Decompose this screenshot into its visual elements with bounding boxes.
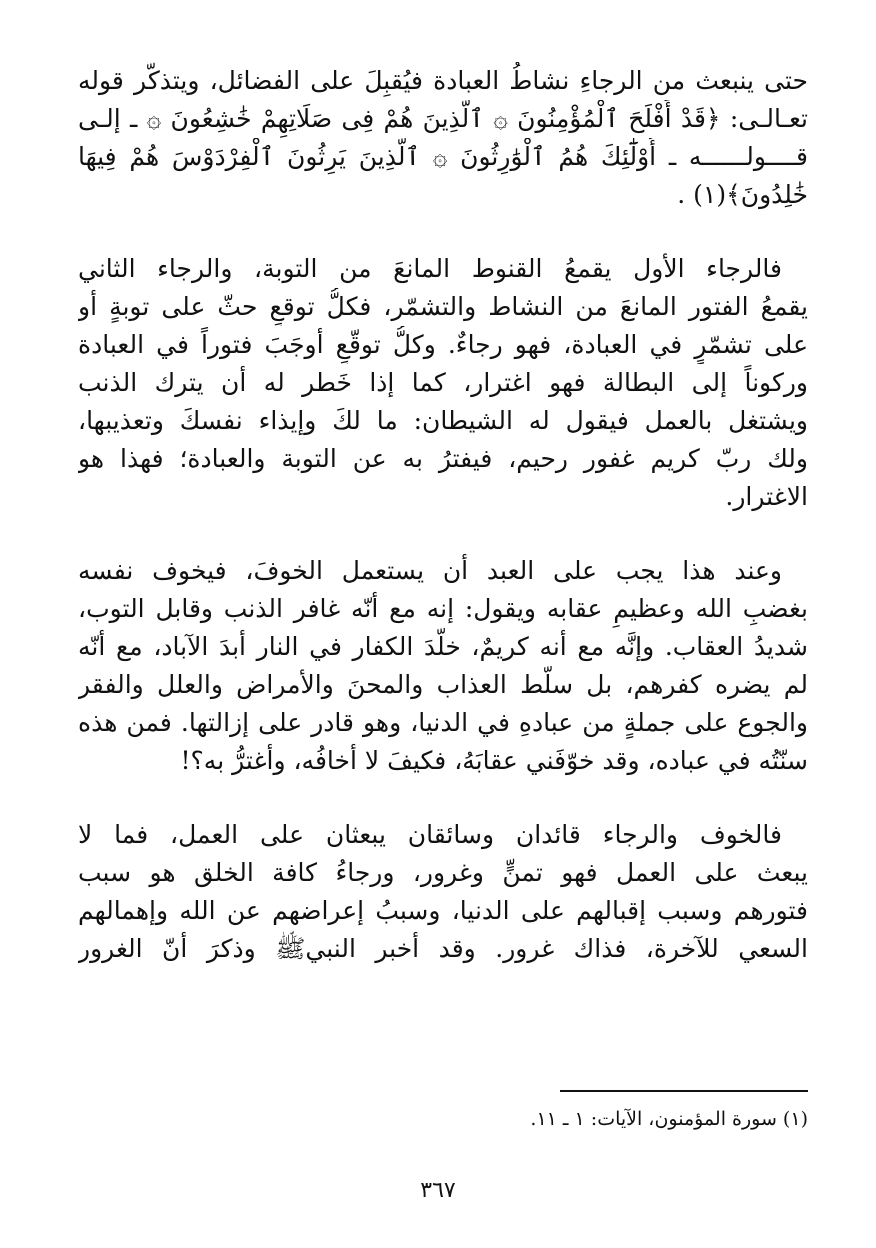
text-line: بغضبِ الله وعظيمِ عقابه ويقول: إنه مع أنّه غافر الذنب وقابل التوب،: [78, 594, 808, 623]
text-line: والجوع على جملةٍ من عبادهِ في الدنيا، وهو قادر على إزالتها. فمن هذه: [78, 708, 808, 737]
page-number: ٣٦٧: [420, 1178, 456, 1203]
text-line: قــــولــــــه ـ أُوْلَٰٓئِكَ هُمُ ٱلْوَٰرِثُونَ ۞ ٱلَّذِينَ يَرِثُونَ ٱلْفِرْدَوْسَ هُمْ فِيهَا: [78, 142, 808, 171]
text-line: شديدُ العقاب. وإنَّه مع أنه كريمٌ، خلّدَ الكفار في النار أبدَ الآباد، مع أنّه: [78, 632, 808, 661]
footnote-separator: [560, 1090, 808, 1092]
text-line: تعـالـى: ﴿قَدْ أَفْلَحَ ٱلْمُؤْمِنُونَ ۞ ٱلَّذِينَ هُمْ فِى صَلَاتِهِمْ خَٰشِعُونَ ۞ ـ إلـى: [78, 104, 808, 133]
text-line: الاغترار.: [725, 482, 808, 511]
paragraph-quran-citation: [78, 62, 808, 214]
text-line: سنّتُه في عباده، وقد خوّفَني عقابَهُ، فكيفَ لا أخافُه، وأغترُّ به؟!: [180, 746, 808, 775]
text-line: وركوناً إلى البطالة فهو اغترار، كما إذا خَطر له أن يترك الذنب: [78, 368, 808, 397]
text-line: حتى ينبعث من الرجاءِ نشاطُ العبادة فيُقبِلَ على الفضائل، ويتذكَّر قوله: [78, 66, 808, 95]
paragraph-hope-types: [78, 250, 808, 516]
text-line: وعند هذا يجب على العبد أن يستعمل الخوفَ، فيخوف نفسه: [78, 556, 782, 585]
text-line: يقمعُ الفتور المانعَ من النشاط والتشمّر، فكلُّ توقعٍ حثّ على توبةٍ أو: [78, 292, 808, 321]
book-page-body: [78, 62, 808, 968]
text-line: يبعث على العمل فهو تمنٍّ وغرور، ورجاءُ كافة الخلق هو سبب: [78, 858, 808, 887]
text-line: فتورهم وسبب إقبالهم على الدنيا، وسببُ إعراضهم عن الله وإهمالهم: [78, 896, 808, 925]
text-line: فالرجاء الأول يقمعُ القنوط المانعَ من التوبة، والرجاء الثاني: [78, 254, 782, 283]
text-line: ويشتغل بالعمل فيقول له الشيطان: ما لكَ وإيذاء نفسكَ وتعذيبها،: [78, 406, 808, 435]
text-line: فالخوف والرجاء قائدان وسائقان يبعثان على العمل، فما لا: [78, 820, 782, 849]
paragraph-fear-and-hope: [78, 816, 808, 968]
text-line: خَٰلِدُونَ﴾(١) .: [677, 180, 808, 209]
text-line: على تشمّرٍ في العبادة، فهو رجاءٌ. وكلُّ توقّعٍ أوجَبَ فتوراً في العبادة: [78, 330, 808, 359]
paragraph-fear: [78, 552, 808, 780]
text-line: لم يضره كفرهم، بل سلّط العذاب والمحنَ والأمراض والعلل والفقر: [78, 670, 808, 699]
footnote: (١) سورة المؤمنون، الآيات: ١ ـ ١١.: [530, 1108, 808, 1130]
text-line: السعي للآخرة، فذاك غرور. وقد أخبر النبيﷺ وذكرَ أنّ الغرور: [78, 934, 808, 963]
text-line: ولك ربّ كريم غفور رحيم، فيفترُ به عن التوبة والعبادة؛ فهذا هو: [78, 444, 808, 473]
